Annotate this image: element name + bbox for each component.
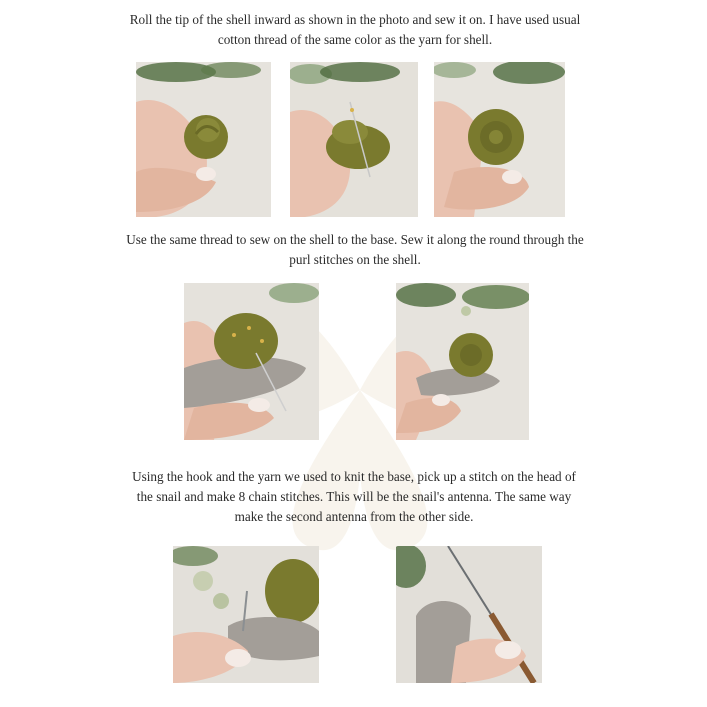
step-roll-shell-text: Roll the tip of the shell inward as shown in the photo and sew it on. I have used usual cotton thread of the same color as the yarn for shell. bbox=[129, 12, 581, 47]
photo-chain-stitches bbox=[396, 546, 542, 683]
photo-shell-attached bbox=[396, 283, 529, 440]
photo-sewing-shell bbox=[290, 62, 418, 217]
photo-sew-shell-to-base bbox=[184, 283, 319, 440]
step-sew-to-base-text: Use the same thread to sew on the shell to the base. Sew it along the round through the purl stitches on the shell. bbox=[126, 232, 584, 267]
photo-antenna-hook bbox=[173, 546, 319, 683]
photo-finished-shell bbox=[434, 62, 565, 217]
step-antenna-text: Using the hook and the yarn we used to knit the base, pick up a stitch on the head of the snail and make 8 chain stitches. This will be the snail's antenna. The same way make the second antenna from the other side. bbox=[132, 469, 576, 524]
photo-rolled-shell-1 bbox=[136, 62, 271, 217]
